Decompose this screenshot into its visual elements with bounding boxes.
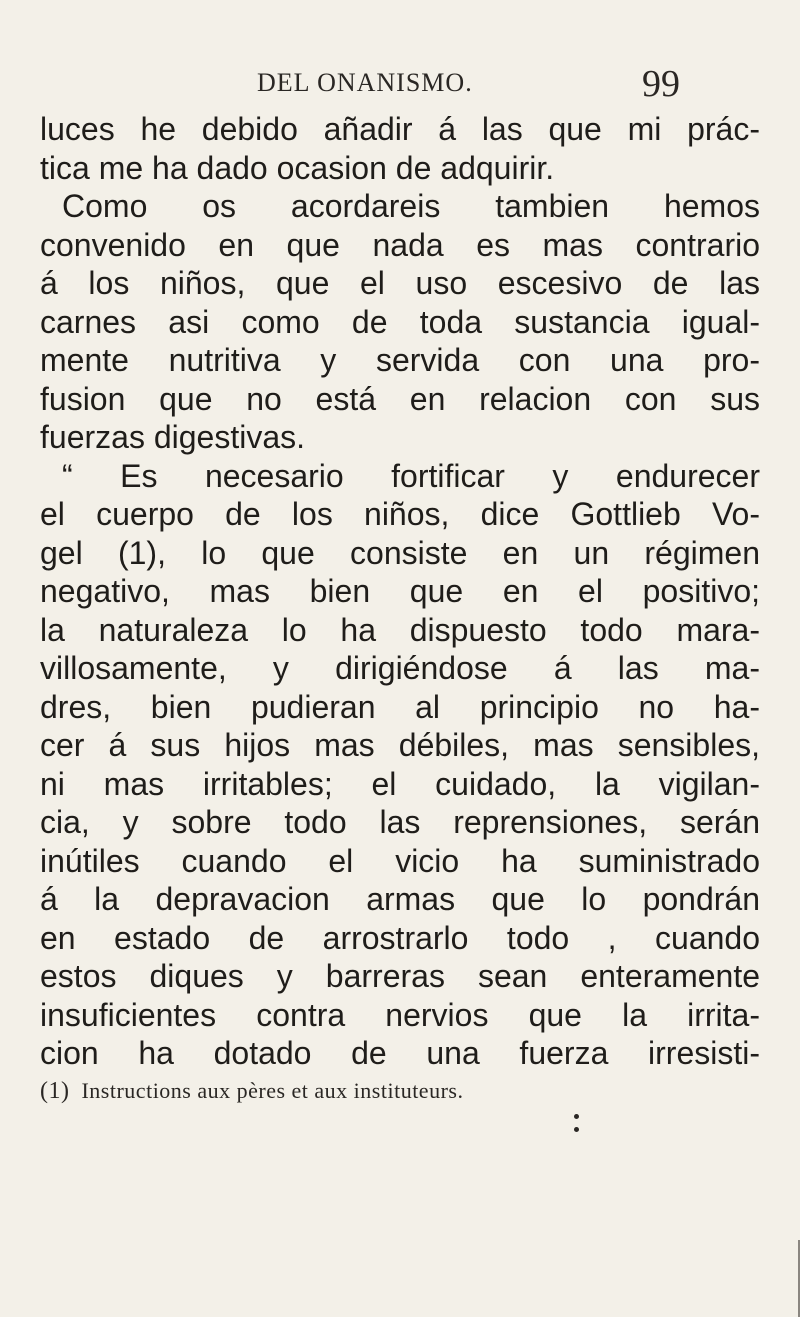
text-line: carnes asi como de toda sustancia igual- bbox=[40, 303, 760, 340]
running-title: DEL ONANISMO. bbox=[257, 68, 473, 97]
footnote bbox=[40, 1078, 760, 1105]
text-line: en estado de arrostrarlo todo , cuando bbox=[40, 919, 760, 956]
text-line: á la depravacion armas que lo pondrán bbox=[40, 881, 760, 917]
text-line: negativo, mas bien que en el positivo; bbox=[40, 573, 760, 609]
body-text bbox=[40, 110, 760, 1073]
text-line: la naturaleza lo ha dispuesto todo mara- bbox=[40, 611, 760, 648]
text-line: Como os acordareis tambien hemos bbox=[62, 188, 760, 224]
page-header bbox=[0, 63, 800, 108]
text-line: gel (1), lo que consiste en un régimen bbox=[40, 534, 760, 571]
text-line: fusion que no está en relacion con sus bbox=[40, 380, 760, 417]
text-line: fuerzas digestivas. bbox=[40, 419, 306, 455]
text-line: convenido en que nada es mas contrario bbox=[40, 226, 760, 263]
text-line: dres, bien pudieran al principio no ha- bbox=[40, 688, 760, 725]
text-line: inútiles cuando el vicio ha suministrado bbox=[40, 842, 760, 879]
text-line: mente nutritiva y servida con una pro- bbox=[40, 342, 760, 378]
text-line: cer á sus hijos mas débiles, mas sensibles, bbox=[40, 727, 760, 763]
text-line: insuficientes contra nervios que la irrita- bbox=[40, 996, 760, 1033]
dot-mark bbox=[574, 1127, 579, 1132]
text-line: estos diques y barreras sean enteramente bbox=[40, 958, 760, 994]
text-line: luces he debido añadir á las que mi prác- bbox=[40, 111, 760, 147]
text-line: ni mas irritables; el cuidado, la vigilan- bbox=[40, 765, 760, 802]
text-line: tica me ha dado ocasion de adquirir. bbox=[40, 149, 555, 186]
text-line: “ Es necesario fortificar y endurecer bbox=[62, 457, 760, 494]
text-line: á los niños, que el uso escesivo de las bbox=[40, 265, 760, 301]
text-line: villosamente, y dirigiéndose á las ma- bbox=[40, 650, 760, 686]
printer-mark bbox=[574, 1114, 579, 1140]
text-line: cia, y sobre todo las reprensiones, serán bbox=[40, 804, 760, 840]
footnote-text: Instructions aux pères et aux instituteurs. bbox=[81, 1078, 464, 1103]
text-line: el cuerpo de los niños, dice Gottlieb Vo- bbox=[40, 496, 760, 532]
text-line: cion ha dotado de una fuerza irresisti- bbox=[40, 1035, 760, 1071]
dot-mark bbox=[574, 1114, 579, 1119]
page-number: 99 bbox=[642, 63, 680, 105]
footnote-marker: (1) bbox=[40, 1078, 70, 1104]
